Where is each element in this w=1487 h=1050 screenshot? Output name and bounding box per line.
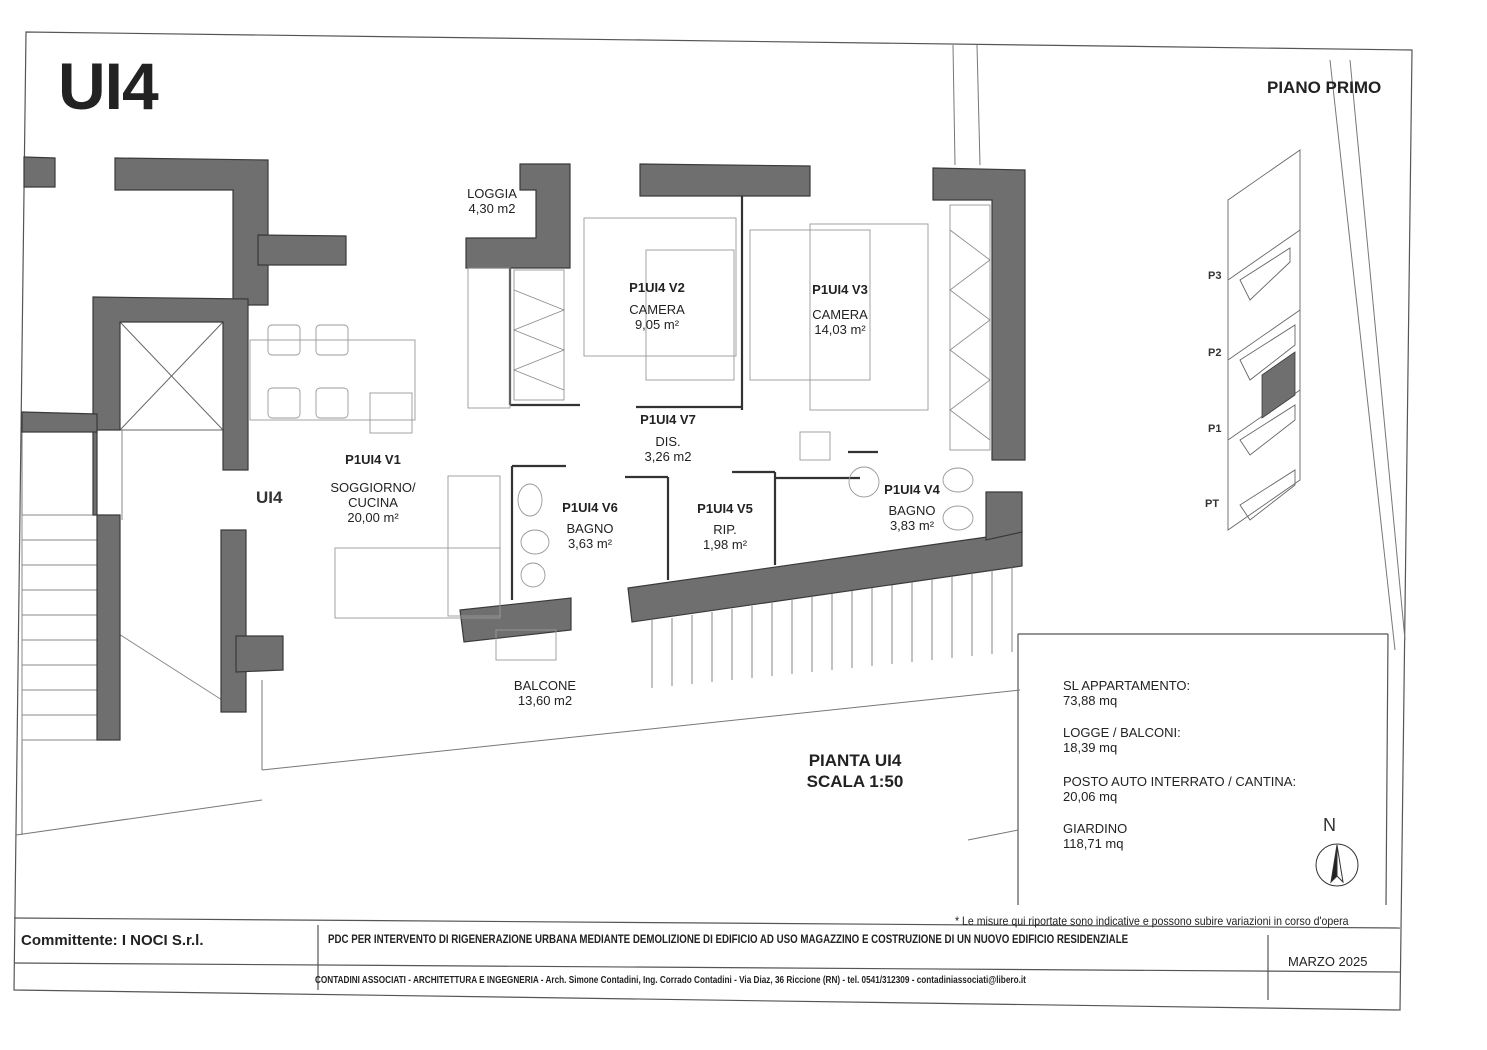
room-v3 — [790, 282, 890, 337]
room-area: 20,00 m² — [347, 510, 399, 525]
plan-scale: SCALA 1:50 — [806, 772, 904, 791]
north-label: N — [1323, 815, 1336, 835]
wardrobes — [514, 205, 990, 450]
loggia-area: 4,30 m2 — [468, 201, 516, 216]
room-area: 1,98 m² — [702, 537, 748, 552]
room-area: 3,63 m² — [567, 536, 613, 551]
elevator-shaft — [120, 322, 223, 430]
room-code: P1UI4 V1 — [345, 452, 401, 467]
room-v2 — [607, 280, 707, 332]
level-label-p3: P3 — [1208, 270, 1222, 282]
unit-marker: UI4 — [256, 488, 283, 507]
studio-credits: CONTADINI ASSOCIATI - ARCHITETTURA E INGEGNERIA - Arch. Simone Contadini, Ing. Corrado Contadini - Via Diaz, 36 Riccione (RN) - tel. 0541/312309 - contadiniassociati@libero.it — [315, 975, 1026, 986]
summary-label: POSTO AUTO INTERRATO / CANTINA: — [1063, 774, 1297, 789]
floor-label: PIANO PRIMO — [1267, 78, 1382, 97]
room-v4 — [862, 482, 962, 533]
staircase — [22, 430, 222, 740]
room-area: 14,03 m² — [814, 322, 866, 337]
summary-label: SL APPARTAMENTO: — [1063, 678, 1191, 693]
summary-item — [1063, 821, 1127, 851]
room-code: P1UI4 V6 — [562, 500, 618, 515]
unit-title: UI4 — [58, 49, 158, 123]
room-code: P1UI4 V4 — [884, 482, 940, 497]
summary-label: LOGGE / BALCONI: — [1063, 725, 1181, 740]
north-arrow — [1316, 844, 1358, 886]
room-name: CAMERA — [812, 307, 868, 322]
balcone-name: BALCONE — [513, 678, 577, 693]
room-area: 9,05 m² — [634, 317, 680, 332]
room-code: P1UI4 V5 — [697, 501, 753, 516]
room-name-2: CUCINA — [348, 495, 398, 510]
summary-value: 20,06 mq — [1063, 789, 1118, 804]
room-area: 3,26 m2 — [644, 449, 692, 464]
level-label-pt: PT — [1205, 498, 1220, 510]
walls — [22, 157, 1025, 740]
summary-item — [1063, 725, 1181, 755]
room-name: BAGNO — [566, 521, 614, 536]
room-code: P1UI4 V7 — [640, 412, 696, 427]
level-label-p1: P1 — [1208, 423, 1222, 435]
room-name: SOGGIORNO/ — [330, 480, 416, 495]
loggia-name: LOGGIA — [467, 186, 517, 201]
room-v1 — [318, 452, 428, 525]
room-v5 — [680, 501, 770, 552]
balcone-label — [495, 678, 595, 708]
summary-item — [1063, 774, 1296, 804]
room-name: CAMERA — [629, 302, 685, 317]
level-label-p2: P2 — [1208, 347, 1222, 359]
project-description: PDC PER INTERVENTO DI RIGENERAZIONE URBANA MEDIANTE DEMOLIZIONE DI EDIFICIO AD USO MAGAZZINO E COSTRUZIONE DI UN NUOVO EDIFICIO RESIDENZIALE — [328, 934, 1129, 946]
room-name: DIS. — [655, 434, 681, 449]
room-code: P1UI4 V2 — [629, 280, 685, 295]
plan-title-line1: PIANTA UI4 — [808, 751, 902, 770]
room-name: BAGNO — [888, 503, 936, 518]
summary-value: 18,39 mq — [1063, 740, 1118, 755]
room-code: P1UI4 V3 — [812, 282, 868, 297]
summary-value: 73,88 mq — [1063, 693, 1118, 708]
summary-value: 118,71 mq — [1063, 836, 1124, 851]
axonometric-key — [1228, 150, 1300, 530]
room-area: 3,83 m² — [889, 518, 935, 533]
summary-item — [1063, 678, 1190, 708]
loggia-label — [452, 186, 532, 216]
summary-label: GIARDINO — [1063, 821, 1128, 836]
room-name: RIP. — [713, 522, 737, 537]
plan-title — [760, 750, 950, 792]
disclaimer-note: * Le misure qui riportate sono indicative e possono subire variazioni in corso d'opera — [955, 914, 1349, 928]
room-v7 — [618, 412, 718, 464]
balcone-area: 13,60 m2 — [517, 693, 573, 708]
date-label: MARZO 2025 — [1288, 954, 1368, 969]
client-label: Committente: I NOCI S.r.l. — [21, 932, 204, 949]
room-v6 — [545, 500, 635, 551]
